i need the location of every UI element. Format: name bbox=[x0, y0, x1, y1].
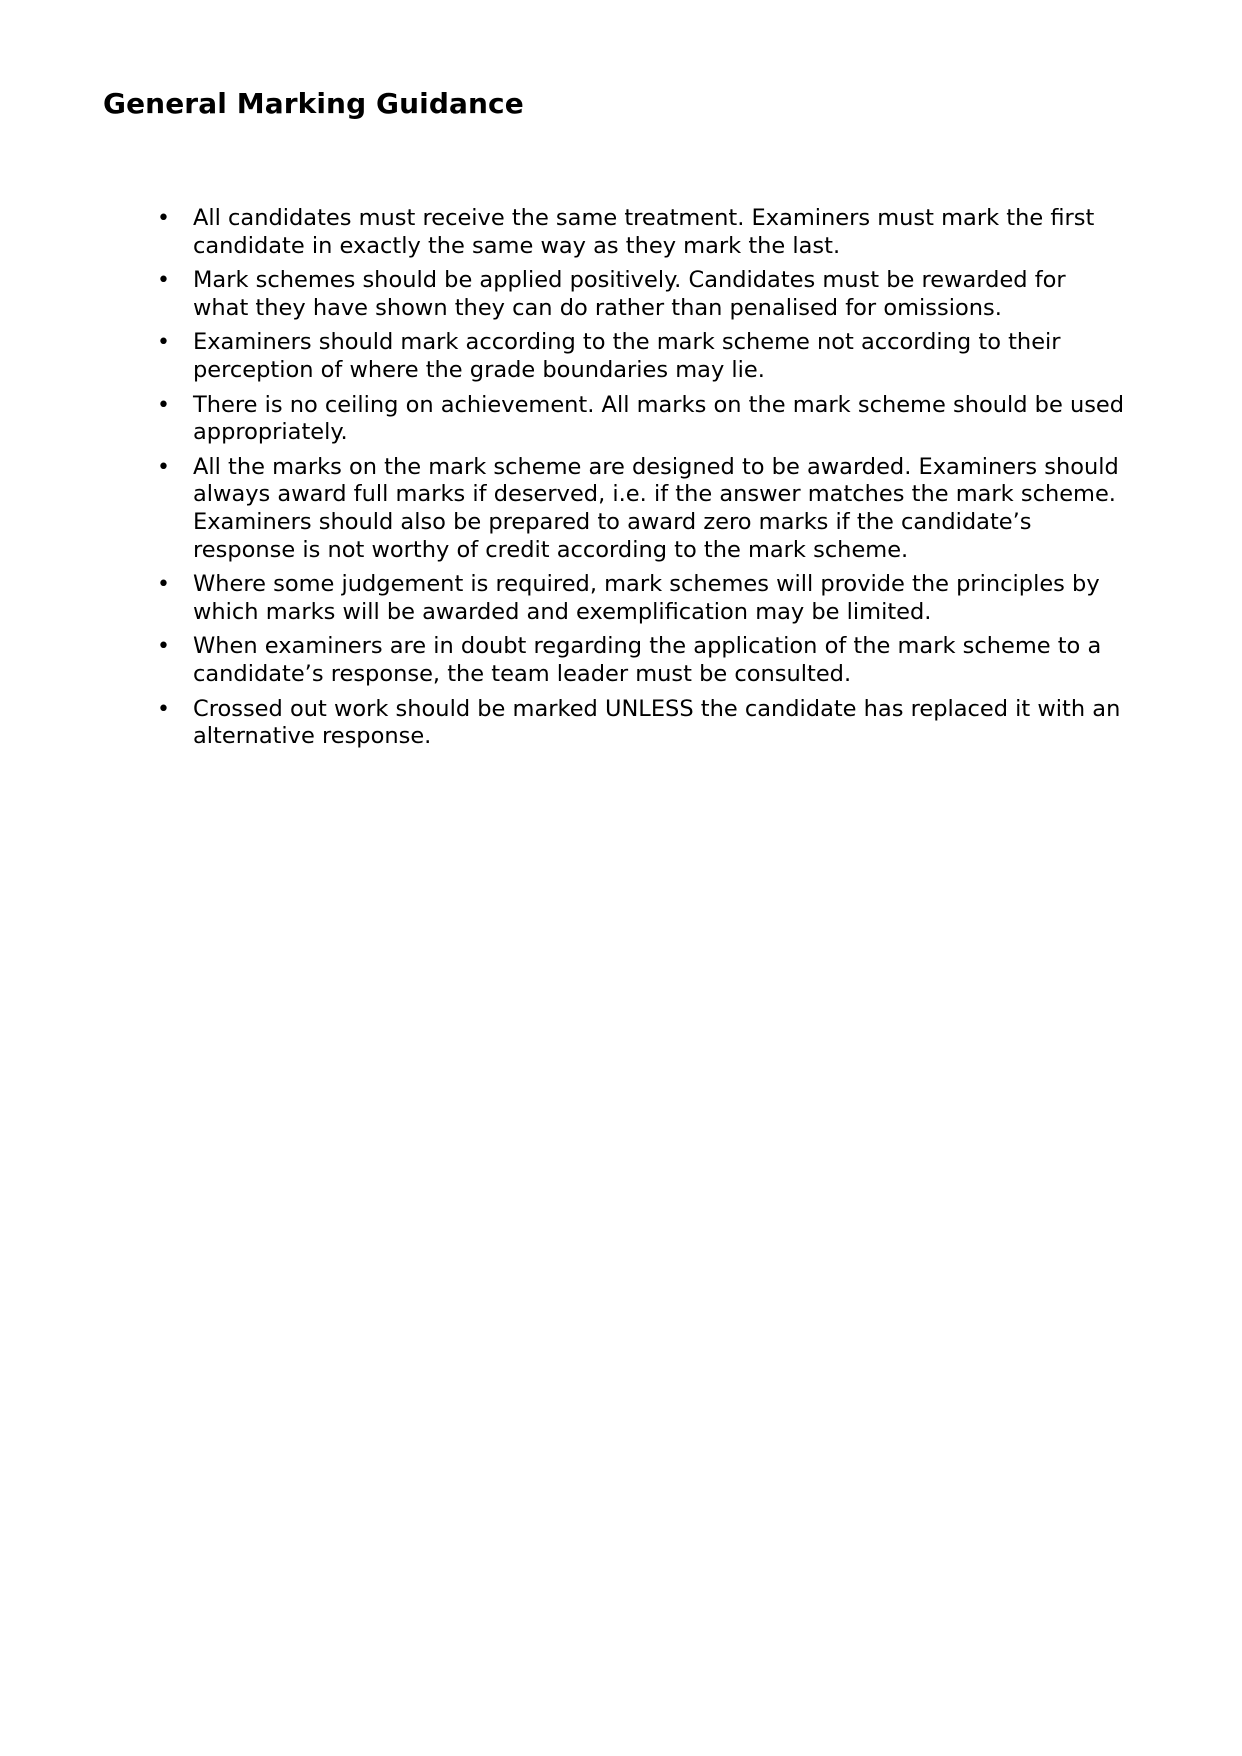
bullet-icon: • bbox=[157, 696, 170, 722]
bullet-icon: • bbox=[157, 392, 170, 418]
bullet-icon: • bbox=[157, 330, 170, 356]
list-item-text: Examiners should mark according to the mark scheme not according to their perception of where the grade boundaries may lie. bbox=[193, 329, 1061, 383]
bullet-icon: • bbox=[157, 268, 170, 294]
guidance-list bbox=[153, 205, 1128, 758]
list-item bbox=[153, 633, 1128, 688]
list-item-text: All candidates must receive the same treatment. Examiners must mark the first candidate in exactly the same way as they mark the last. bbox=[193, 205, 1095, 259]
list-item bbox=[153, 267, 1128, 322]
bullet-icon: • bbox=[157, 572, 170, 598]
list-item bbox=[153, 329, 1128, 384]
list-item-text: Mark schemes should be applied positively. Candidates must be rewarded for what they have shown they can do rather than penalised for omissions. bbox=[193, 267, 1066, 321]
list-item bbox=[153, 571, 1128, 626]
bullet-icon: • bbox=[157, 454, 170, 480]
list-item bbox=[153, 454, 1128, 564]
list-item-text: All the marks on the mark scheme are designed to be awarded. Examiners should always award full marks if deserved, i.e. if the answer matches the mark scheme. Examiners should also be prepared to award zero marks if the candidate’s response is not worthy of credit according to the mark scheme. bbox=[193, 453, 1119, 563]
list-item-text: There is no ceiling on achievement. All marks on the mark scheme should be used appropriately. bbox=[193, 391, 1125, 446]
bullet-icon: • bbox=[157, 206, 170, 231]
page-title: General Marking Guidance bbox=[103, 87, 524, 120]
list-item bbox=[153, 392, 1128, 447]
list-item-text: Where some judgement is required, mark schemes will provide the principles by which marks will be awarded and exemplification may be limited. bbox=[193, 571, 1100, 625]
bullet-icon: • bbox=[157, 634, 170, 660]
list-item bbox=[153, 205, 1128, 260]
list-item bbox=[153, 696, 1128, 751]
list-item-text: When examiners are in doubt regarding the application of the mark scheme to a candidate’s response, the team leader must be consulted. bbox=[193, 633, 1102, 687]
list-item-text: Crossed out work should be marked UNLESS the candidate has replaced it with an alternative response. bbox=[193, 695, 1121, 750]
